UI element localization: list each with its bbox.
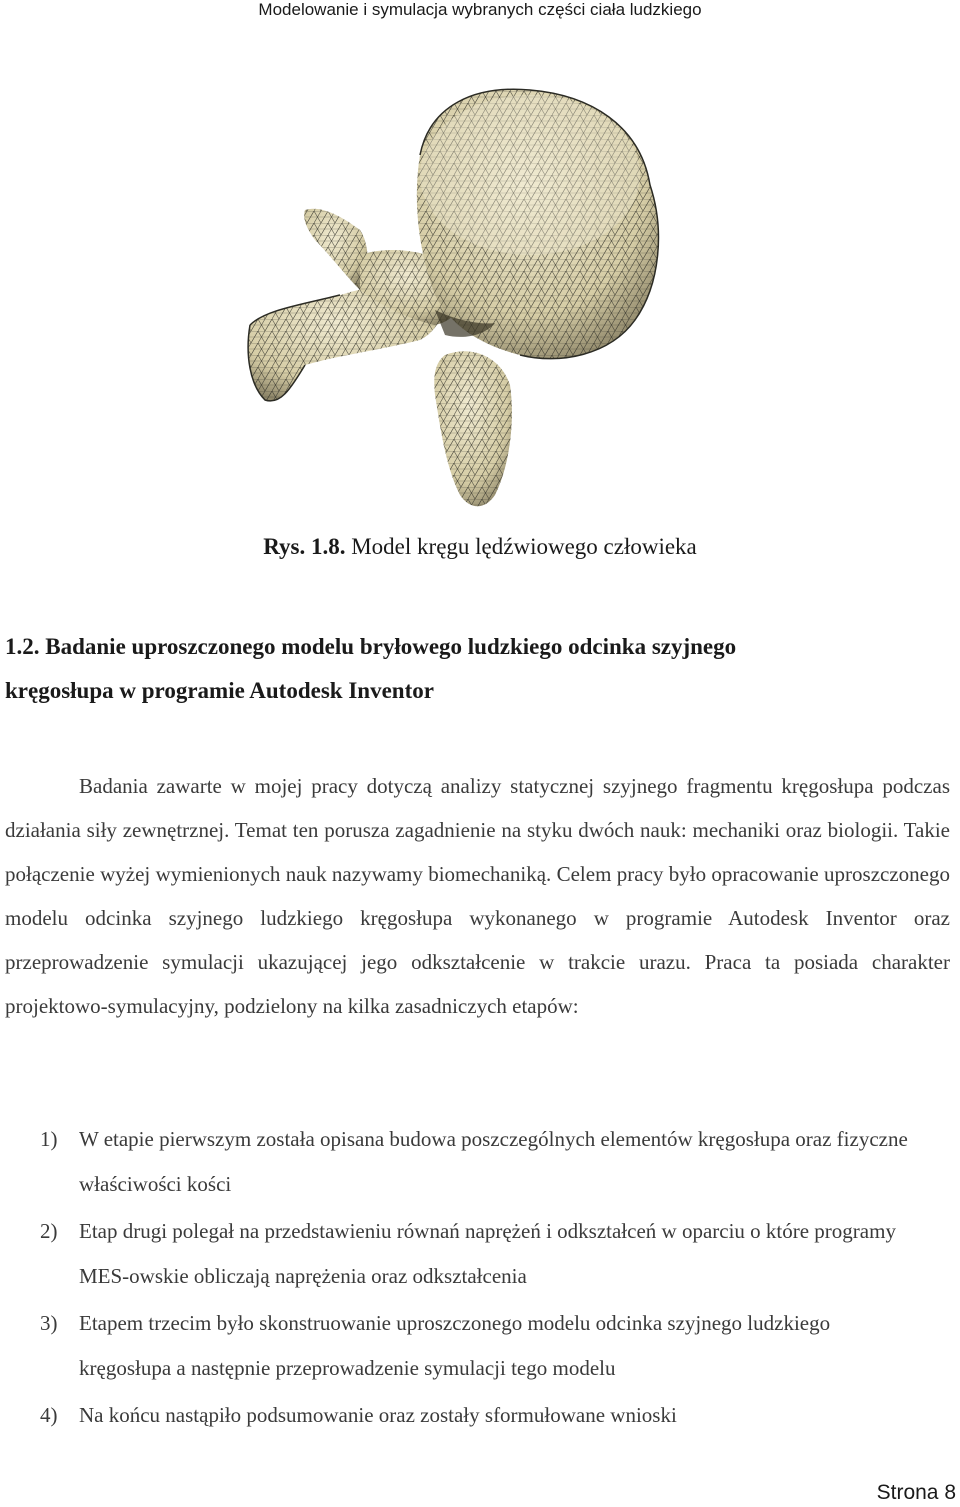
body-paragraph: [5, 764, 950, 1028]
list-item-text: W etapie pierwszym została opisana budowa poszczególnych elementów kręgosłupa oraz fizyczne właściwości kości: [79, 1127, 908, 1196]
page-number: Strona 8: [876, 1481, 956, 1504]
list-item-text: Etapem trzecim było skonstruowanie uproszczonego modelu odcinka szyjnego ludzkiego kręgosłupa a następnie przeprowadzenie symulacji tego modelu: [79, 1311, 831, 1380]
section-heading: [5, 625, 935, 713]
figure-caption-label: Rys. 1.8.: [263, 534, 346, 559]
list-item: [40, 1301, 920, 1391]
list-item-number: 3): [40, 1311, 58, 1335]
vertebra-mesh-image: [230, 55, 690, 515]
section-heading-line-1: 1.2. Badanie uproszczonego modelu bryłowego ludzkiego odcinka szyjnego: [5, 634, 737, 659]
stages-list: [40, 1117, 920, 1440]
list-item-text: Etap drugi polegał na przedstawieniu równań naprężeń i odkształceń w oparciu o które programy MES-owskie obliczają naprężenia oraz odkształcenia: [79, 1219, 896, 1288]
body-paragraph-text: Badania zawarte w mojej pracy dotyczą analizy statycznej szyjnego fragmentu kręgosłupa podczas działania siły zewnętrznej. Temat ten porusza zagadnienie na styku dwóch nauk: mechaniki oraz biologii. Takie połączenie wyżej wymienionych nauk nazywamy biomechaniką. Celem pracy było opracowanie uproszczonego modelu odcinka szyjnego ludzkiego kręgosłupa wykonanego w programie Autodesk Inventor oraz przeprowadzenie symulacji ukazującej jego odkształcenie w trakcie urazu. Praca ta posiada charakter projektowo-symulacyjny, podzielony na kilka zasadniczych etapów:: [5, 774, 950, 1018]
list-item-number: 4): [40, 1403, 58, 1427]
list-item-number: 1): [40, 1127, 58, 1151]
list-item-number: 2): [40, 1219, 58, 1243]
vertebra-figure: [230, 55, 690, 515]
list-item: [40, 1393, 920, 1438]
section-heading-line-2: kręgosłupa w programie Autodesk Inventor: [5, 678, 434, 703]
list-item-text: Na końcu nastąpiło podsumowanie oraz zostały sformułowane wnioski: [79, 1403, 677, 1427]
figure-caption: [0, 532, 960, 562]
figure-caption-text: Model kręgu lędźwiowego człowieka: [351, 534, 697, 559]
list-item: [40, 1117, 920, 1207]
page-header: Modelowanie i symulacja wybranych części ciała ludzkiego: [258, 0, 702, 19]
list-item: [40, 1209, 920, 1299]
